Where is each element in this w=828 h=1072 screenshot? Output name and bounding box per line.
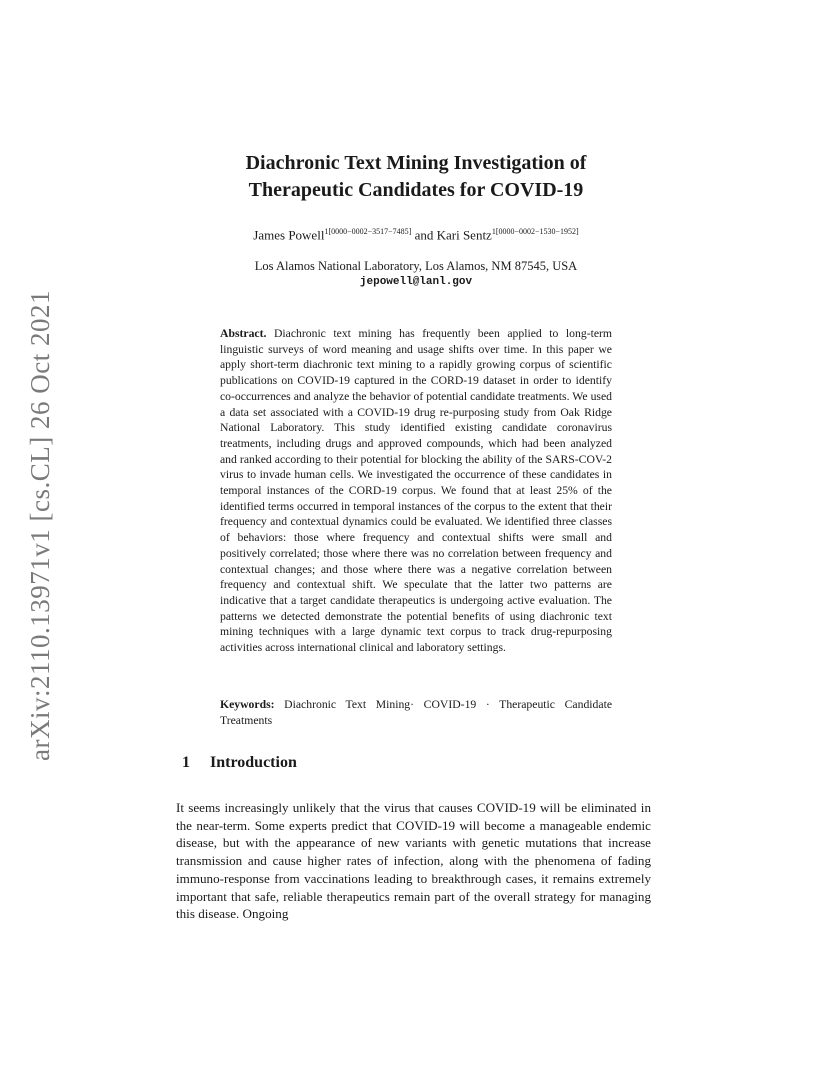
author-1-name: James Powell bbox=[253, 227, 325, 243]
title-line-1: Diachronic Text Mining Investigation of bbox=[245, 152, 587, 174]
author-email: jepowell@lanl.gov bbox=[359, 276, 473, 288]
section-title: Introduction bbox=[210, 754, 297, 771]
keywords-text: Diachronic Text Mining· COVID-19 · Therapeutic Candidate Treatments bbox=[220, 698, 612, 727]
arxiv-identifier bbox=[20, 290, 60, 760]
abstract-text: Diachronic text mining has frequently been applied to long-term linguistic surveys of word meaning and usage shifts over time. In this paper we apply short-term diachronic text mining to a rapidly growing corpus of scientific publications on COVID-19 captured in the CORD-19 dataset in order to identify co-occurrences and analyze the behavior of potential candidate treatments. We used a data set associated with a COVID-19 drug re-purposing study from Oak Ridge National Laboratory. This study identified existing candidate coronavirus treatments, including drugs and approved compounds, which had been analyzed and ranked according to their potential for blocking the ability of the SARS-COV-2 virus to invade human cells. We investigated the occurrence of these candidates in temporal instances of the CORD-19 corpus. We found that at least 25% of the identified terms occurred in temporal instances of the corpus to the extent that their frequency and contextual dynamics could be evaluated. We identified three classes of behaviors: those where frequency and contextual shifts were small and positively correlated; those where there was no correlation between frequency and contextual changes; and those where there was a negative correlation between frequency and contextual shift. We speculate that the latter two patterns are indicative that a target candidate therapeutics is undergoing active evaluation. The patterns we detected demonstrate the potential benefits of using diachronic text mining techniques with a large dynamic text corpus to track drug-repurposing activities across international clinical and laboratory settings. bbox=[220, 327, 613, 655]
arxiv-identifier-text: arXiv:2110.13971v1 [cs.CL] 26 Oct 2021 bbox=[24, 289, 55, 761]
abstract bbox=[220, 326, 612, 656]
author-conjunction: and bbox=[411, 227, 437, 243]
author-2-name: Kari Sentz bbox=[436, 227, 492, 243]
keywords-label: Keywords: bbox=[220, 698, 275, 711]
paper-title bbox=[176, 150, 656, 204]
intro-paragraph: It seems increasingly unlikely that the virus that causes COVID-19 will be eliminated in the near-term. Some experts predict that COVID-19 will become a manageable endemic disease, but with the appearance of new variants with genetic mutations that increase transmission and cause higher rates of infection, along with the phenomena of fading immuno-response from vaccinations leading to breakthrough cases, it remains extremely important that safe, reliable therapeutics remain part of the overall strategy for managing this disease. Ongoing bbox=[176, 800, 651, 922]
section-number: 1 bbox=[182, 754, 190, 771]
abstract-label: Abstract. bbox=[220, 327, 267, 340]
affiliation: Los Alamos National Laboratory, Los Alamos, NM 87545, USA bbox=[254, 259, 578, 273]
keywords bbox=[220, 697, 612, 728]
section-heading bbox=[182, 754, 652, 772]
author-1-orcid: 1[0000−0002−3517−7485] bbox=[324, 227, 412, 236]
affiliation-block bbox=[176, 258, 656, 290]
title-line-2: Therapeutic Candidates for COVID-19 bbox=[248, 179, 584, 201]
author-list bbox=[176, 227, 656, 243]
author-2-orcid: 1[0000−0002−1530−1952] bbox=[491, 227, 579, 236]
